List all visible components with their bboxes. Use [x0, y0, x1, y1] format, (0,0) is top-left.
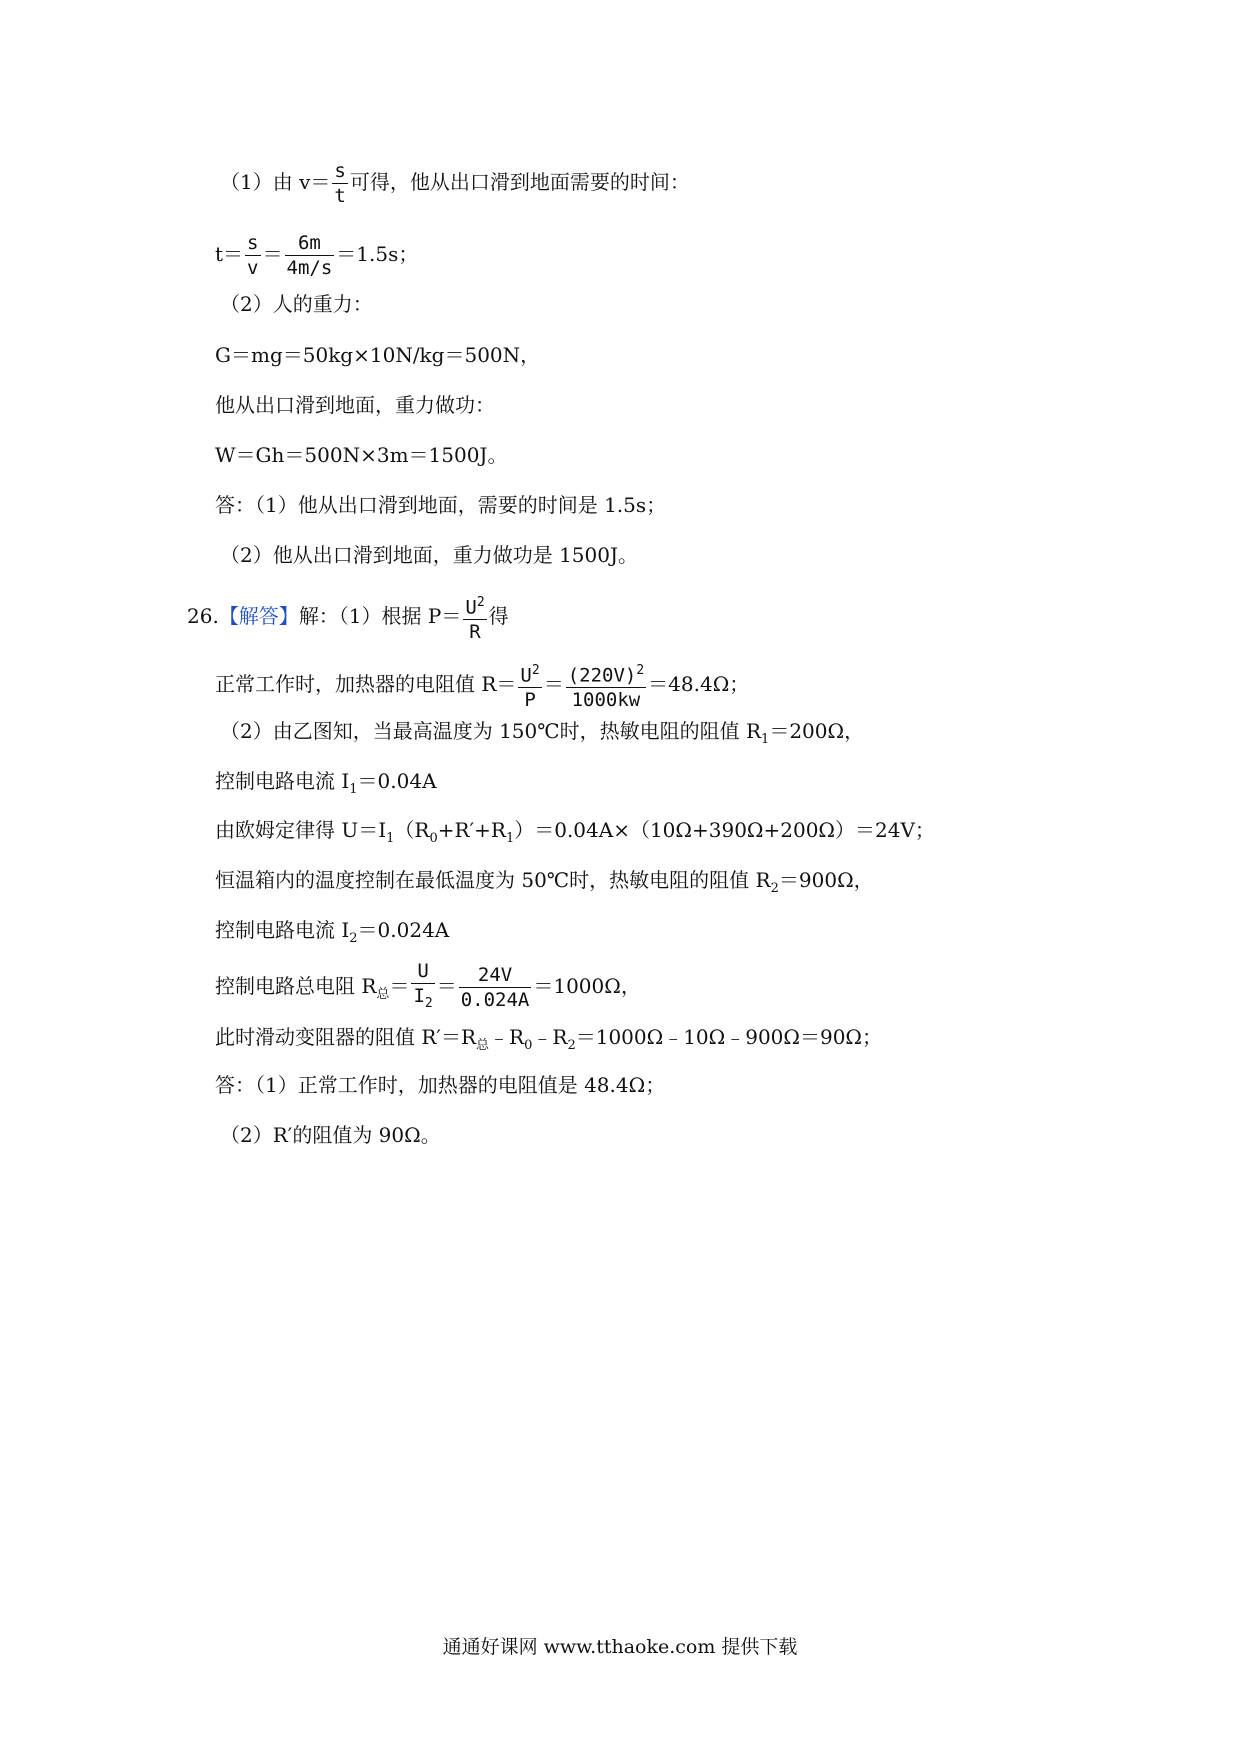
exponent: 2 [636, 663, 645, 678]
denominator: 4m/s [286, 257, 333, 279]
subscript: 1 [761, 732, 770, 747]
text: ＝900Ω， [778, 868, 874, 892]
p25-line-3: （2）人的重力： [220, 292, 373, 316]
base: U [520, 664, 532, 687]
denominator: 0.024A [460, 988, 530, 1011]
text: ＝1000Ω， [533, 973, 641, 998]
denominator: 1000kw [571, 689, 641, 712]
subscript: 2 [349, 931, 358, 946]
p26-line-5 [215, 818, 935, 851]
text: ＝1000Ω﹣10Ω﹣900Ω＝90Ω； [575, 1025, 883, 1049]
numerator [463, 592, 486, 620]
p26-line-10: 答：（1）正常工作时，加热器的电阻值是 48.4Ω； [215, 1073, 666, 1097]
numerator [518, 660, 541, 688]
text: ﹣R [532, 1025, 568, 1049]
text: ）＝0.04A×（10Ω+390Ω+200Ω）＝24V； [514, 818, 935, 842]
text: 正常工作时，加热器的电阻值 R＝ [215, 672, 517, 697]
question-number: 26. [187, 604, 219, 629]
fraction-u2-over-r [463, 592, 486, 643]
subscript: 总 [476, 1038, 490, 1053]
fraction-s-over-t [332, 160, 347, 207]
exponent: 2 [476, 595, 485, 610]
numerator: s [247, 232, 259, 254]
p25-line-5: 他从出口滑到地面，重力做功： [215, 393, 495, 417]
text: ＝ [262, 242, 283, 266]
subscript: 2 [424, 995, 433, 1011]
answer-tag: 【解答】 [218, 604, 299, 629]
text: 控制电路总电阻 R [215, 973, 377, 998]
p25-line-1 [220, 160, 690, 207]
text: 此时滑动变阻器的阻值 R′＝R [215, 1025, 477, 1049]
text: 得 [488, 604, 509, 629]
text: ﹣R [489, 1025, 525, 1049]
text: 恒温箱内的温度控制在最低温度为 50℃时，热敏电阻的阻值 R [215, 868, 771, 892]
p25-line-4: G＝mg＝50kg×10N/kg＝500N， [215, 343, 541, 367]
p26-line-1 [187, 592, 509, 643]
text: 可得，他从出口滑到地面需要的时间： [349, 170, 690, 194]
p26-line-4 [215, 769, 437, 802]
fraction-u-over-i2 [411, 960, 434, 1015]
fraction-s-over-v [245, 232, 260, 279]
p25-line-7: 答：（1）他从出口滑到地面，需要的时间是 1.5s； [215, 493, 667, 517]
page-footer: 通通好课网 www.tthaoke.com 提供下载 [442, 1636, 798, 1658]
denominator: P [524, 689, 536, 712]
p26-line-11: （2）R′的阻值为 90Ω。 [220, 1123, 441, 1147]
text: （1）由 v＝ [220, 170, 331, 194]
base: I [413, 985, 425, 1007]
denominator: t [334, 185, 346, 207]
subscript: 1 [386, 831, 395, 846]
fraction-6m-over-4ms [285, 232, 335, 279]
p25-line-8: （2）他从出口滑到地面，重力做功是 1500J。 [220, 543, 638, 567]
numerator: s [334, 160, 346, 182]
p26-line-8 [215, 960, 641, 1015]
text: ＝200Ω， [769, 719, 865, 743]
subscript: 2 [770, 881, 779, 896]
p26-line-9 [215, 1025, 882, 1058]
p26-line-2 [215, 660, 749, 711]
text: ＝48.4Ω； [648, 672, 750, 697]
p26-line-7 [215, 918, 449, 951]
text: 由欧姆定律得 U＝I [215, 818, 387, 842]
denominator: R [469, 621, 481, 644]
subscript: 2 [567, 1038, 576, 1053]
subscript: 1 [505, 831, 515, 846]
subscript: 1 [349, 782, 358, 797]
numerator: 6m [285, 232, 335, 256]
text: ＝ [436, 973, 457, 998]
text: ＝ [543, 672, 564, 697]
p25-line-2 [215, 232, 418, 279]
text: ＝0.024A [357, 918, 450, 942]
text: 控制电路电流 I [215, 918, 350, 942]
denominator: v [247, 257, 259, 279]
text: （2）由乙图知，当最高温度为 150℃时，热敏电阻的阻值 R [220, 719, 762, 743]
fraction-u2-over-p [518, 660, 541, 711]
fraction-220v2-over-1000kw [566, 660, 646, 711]
text: +R′+R [437, 818, 506, 842]
denominator [411, 984, 434, 1015]
subscript: 0 [524, 1038, 533, 1053]
exponent: 2 [531, 663, 540, 678]
numerator: 24V [459, 964, 532, 988]
base: (220V) [567, 664, 637, 687]
p26-line-3 [220, 719, 864, 752]
numerator [566, 660, 646, 688]
text: 解：（1）根据 P＝ [298, 604, 462, 629]
subscript: 总 [376, 986, 390, 1002]
p26-line-6 [215, 868, 874, 901]
base: U [465, 596, 477, 619]
subscript: 0 [429, 831, 438, 846]
numerator: U [411, 960, 434, 984]
p25-line-6: W＝Gh＝500N×3m＝1500J。 [215, 443, 508, 467]
text: ＝1.5s； [336, 242, 419, 266]
fraction-24v-over-0024a [459, 964, 532, 1011]
text: 控制电路电流 I [215, 769, 350, 793]
text: ＝ [389, 973, 410, 998]
text: t＝ [215, 242, 244, 266]
text: （R [394, 818, 430, 842]
text: ＝0.04A [357, 769, 437, 793]
